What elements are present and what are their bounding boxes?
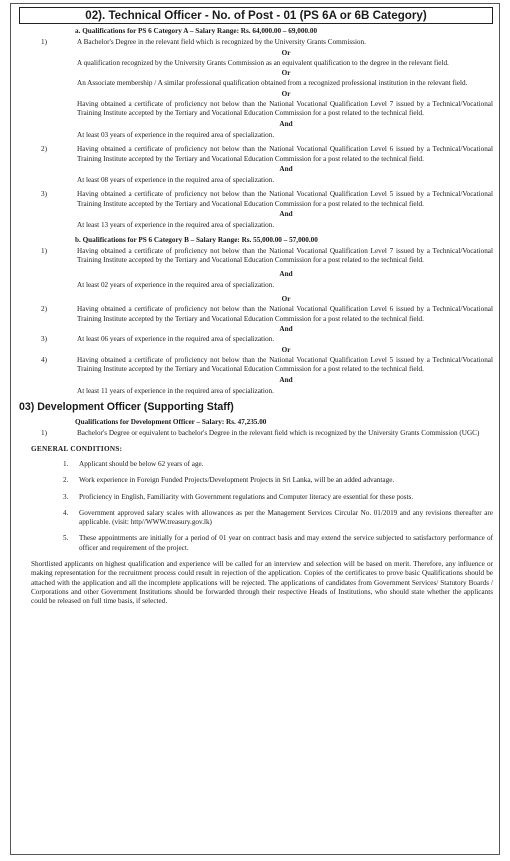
general-conditions-heading: GENERAL CONDITIONS: <box>31 444 123 453</box>
category-a-item-2 <box>19 145 493 164</box>
alternative-qualification-2: An Associate membership / A similar professional qualification obtained from a recognized professional institution in the relevant field. <box>77 79 468 88</box>
experience-requirement: At least 08 years of experience in the required area of specialization. <box>77 176 275 185</box>
experience-requirement: At least 13 years of experience in the required area of specialization. <box>77 221 275 230</box>
general-condition-4 <box>19 509 493 528</box>
condition-text: These appointments are initially for a period of 01 year on contract basis and may extend the service subjected to satisfactory performance of officer and requirement of the project. <box>79 534 493 552</box>
condition-number: 2. <box>63 476 69 485</box>
condition-text: Work experience in Foreign Funded Projects/Development Projects in Sri Lanka, will be an added advantage. <box>79 476 395 485</box>
or-separator: Or <box>281 295 291 304</box>
category-b-item-4 <box>19 356 493 375</box>
closing-paragraph: Shortlisted applicants on highest qualification and experience will be called for an interview and selection will be based on merit. Therefore, any influence or making representation for the recruitment process could result in rejection of the application. Copies of the certificates to prove basic Qualifications should be attached with the application and all the incomplete applications will be rejected. The applications of candidates from Government Services/ Statutory Boards / Corporations and other Government Institutions should be forwarded through their respective Heads of Institutions, who should state whether the applicants could be released on full time basis, if selected. <box>31 560 493 606</box>
and-separator: And <box>279 325 293 334</box>
item-number: 2) <box>41 145 47 154</box>
condition-number: 4. <box>63 508 69 517</box>
item-text: Having obtained a certificate of proficiency not below than the National Vocational Qualification Level 5 issued by a Technical/Vocational Training Institute accepted by the Tertiary and Vocational Education Commission for a post related to the technical field. <box>77 355 493 374</box>
item-text: A Bachelor's Degree in the relevant field which is recognized by the University Grants Commission. <box>77 38 366 47</box>
experience-requirement: At least 02 years of experience in the required area of specialization. <box>77 280 275 289</box>
item-number: 3) <box>41 335 47 344</box>
category-a-heading: a. Qualifications for PS 6 Category A – Salary Range: Rs. 64,000.00 – 69,000.00 <box>75 27 318 35</box>
development-officer-heading: 03) Development Officer (Supporting Staff) <box>19 401 234 414</box>
or-separator: Or <box>281 69 291 78</box>
experience-requirement: At least 03 years of experience in the required area of specialization. <box>77 130 275 139</box>
item-text: At least 06 years of experience in the required area of specialization. <box>77 335 275 344</box>
and-separator: And <box>279 210 293 219</box>
item-number: 1) <box>41 38 47 47</box>
category-b-heading: b. Qualifications for PS 6 Category B – Salary Range: Rs. 55,000.00 – 57,000.00 <box>75 235 318 244</box>
and-separator: And <box>279 375 293 384</box>
item-text: Having obtained a certificate of proficiency not below than the National Vocational Qualification Level 6 issued by a Technical/Vocational Training Institute accepted by the Tertiary and Vocational Education Commission for a post related to the technical field. <box>77 305 493 323</box>
category-a-item-1 <box>19 38 493 47</box>
section-title-technical-officer: 02). Technical Officer - No. of Post - 01 (PS 6A or 6B Category) <box>19 7 493 24</box>
category-b-item-2 <box>19 305 493 324</box>
category-a-item-3 <box>19 190 493 209</box>
alternative-qualification-1: A qualification recognized by the University Grants Commission as an equivalent qualification to the degree in the relevant field. <box>77 58 449 67</box>
item-number: 3) <box>41 190 47 199</box>
experience-requirement: At least 11 years of experience in the required area of specialization. <box>77 386 274 395</box>
condition-text: Proficiency in English, Familiarity with Government regulations and Computer literacy are essential for these posts. <box>79 492 414 501</box>
condition-text: Government approved salary scales with allowances as per the Management Services Circular No. 01/2019 and any revisions thereafter are applicable. (visit: http//WWW.treasury.gov.lk) <box>79 508 493 527</box>
or-separator: Or <box>281 48 291 57</box>
general-condition-3 <box>19 493 493 502</box>
and-separator: And <box>279 269 293 278</box>
item-number: 1) <box>41 429 47 438</box>
condition-number: 5. <box>63 534 69 543</box>
item-number: 2) <box>41 305 47 314</box>
item-number: 4) <box>41 355 47 364</box>
condition-text: Applicant should be below 62 years of age. <box>79 459 204 468</box>
general-condition-2 <box>19 476 493 485</box>
and-separator: And <box>279 164 293 173</box>
condition-number: 3. <box>63 492 69 501</box>
or-separator: Or <box>281 345 291 354</box>
category-b-item-3 <box>19 335 493 344</box>
alternative-qualification-3: Having obtained a certificate of proficiency not below than the National Vocational Qualification Level 7 issued by a Technical/Vocational Training Institute accepted by the Tertiary and Vocational Education Commission for a post related to the technical field. <box>77 100 493 118</box>
development-officer-item-1 <box>19 429 493 438</box>
general-condition-1 <box>19 460 493 469</box>
or-separator: Or <box>281 89 291 98</box>
general-condition-5 <box>19 534 493 553</box>
category-b-item-1 <box>19 247 493 266</box>
and-separator: And <box>279 119 293 128</box>
condition-number: 1. <box>63 459 69 468</box>
item-number: 1) <box>41 246 47 255</box>
item-text: Having obtained a certificate of proficiency not below than the National Vocational Qualification Level 5 issued by a Technical/Vocational Training Institute accepted by the Tertiary and Vocational Education Commission for a post related to the technical field. <box>77 190 493 208</box>
item-text: Bachelor's Degree or equivalent to bachelor's Degree in the relevant field which is recognized by the University Grants Commission (UGC) <box>77 429 480 438</box>
document-page <box>10 3 500 855</box>
development-officer-qualification: Qualifications for Development Officer – Salary: Rs. 47,235.00 <box>75 418 267 427</box>
item-text: Having obtained a certificate of proficiency not below than the National Vocational Qualification Level 7 issued by a Technical/Vocational Training Institute accepted by the Tertiary and Vocational Education Commission for a post related to the technical field. <box>77 246 493 265</box>
item-text: Having obtained a certificate of proficiency not below than the National Vocational Qualification Level 6 issued by a Technical/Vocational Training Institute accepted by the Tertiary and Vocational Education Commission for a post related to the technical field. <box>77 145 493 163</box>
